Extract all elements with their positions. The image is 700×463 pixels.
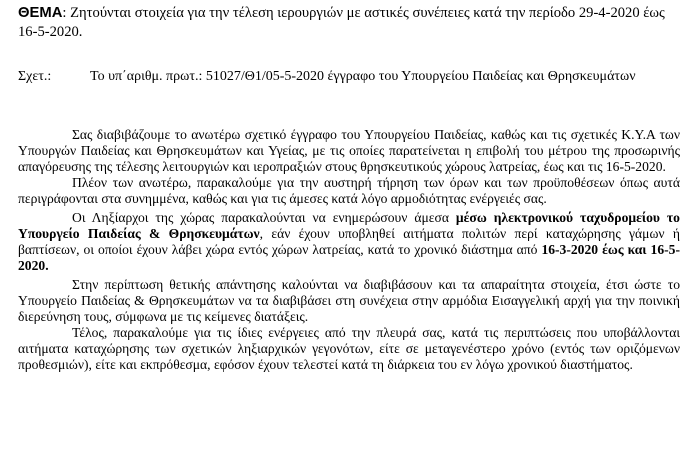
paragraph-4: Στην περίπτωση θετικής απάντησης καλούνται να διαβιβάσουν και τα απαραίτητα στοιχεία, έτσι ώστε το Υπουργείο Παιδείας & Θρησκευμάτων να τα διαβιβάσει στη συνέχεια στην αρμόδια Εισαγγελική αρχή για την ποινική διερεύνηση τους, σύμφωνα με τις κείμενες διατάξεις.	[18, 277, 680, 324]
paragraph-3-bold-email: μέσω ηλεκτρονικού ταχυδρομείου το Υπουργείο Παιδείας & Θρησκευμάτων	[18, 210, 680, 241]
paragraph-2: Πλέον των ανωτέρω, παρακαλούμε για την αυστηρή τήρηση των όρων και των προϋποθέσεων όπως αυτά περιγράφονται στα συνημμένα, καθώς και για τις άμεσες κατά λόγο αρμοδιότητας ενέργειές σας.	[18, 175, 680, 206]
paragraph-1: Σας διαβιβάζουμε το ανωτέρω σχετικό έγγραφο του Υπουργείου Παιδείας, καθώς και τις σχετικές Κ.Υ.Α των Υπουργών Παιδείας και Θρησκευμάτων και Υγείας, με τις οποίες παρατείνεται η επιβολή του μέτρου της προσωρινής απαγόρευσης της τέλεσης λειτουργιών και ιεροπραξιών στους θρησκευτικούς χώρους λατρείας, έως και τις 16-5-2020.	[18, 127, 680, 174]
subject-text: : Ζητούνται στοιχεία για την τέλεση ιερουργιών με αστικές συνέπειες κατά την περίοδο 29-4-2020 έως 16-5-2020.	[18, 5, 665, 40]
paragraph-5: Τέλος, παρακαλούμε για τις ίδιες ενέργειες από την πλευρά σας, κατά τις περιπτώσεις που υποβάλλονται αιτήματα καταχώρησης των σχετικών ληξιαρχικών γεγονότων, είτε σε μεταγενέστερο χρόνο (εντός των οριζόμενων προθεσμιών), είτε και εκπρόθεσμα, εφόσον έχουν τελεστεί κατά τη διάρκεια του εν λόγω χρονικού διαστήματος.	[18, 325, 680, 372]
paragraph-3	[18, 210, 680, 274]
paragraph-3-bold-dates: 16-3-2020 έως και 16-5-2020.	[18, 242, 680, 273]
paragraph-3-text-a: Οι Ληξίαρχοι της χώρας παρακαλούνται να ενημερώσουν άμεσα	[72, 210, 456, 225]
reference-label: Σχετ.:	[18, 69, 52, 84]
reference-text: Το υπ΄αριθμ. πρωτ.: 51027/Θ1/05-5-2020 έγγραφο του Υπουργείου Παιδείας και Θρησκευμάτων	[90, 69, 636, 84]
reference-line	[18, 67, 680, 86]
subject-label: ΘΕΜΑ	[18, 5, 63, 21]
letter-body	[18, 127, 680, 373]
paragraph-3-text-b: , εάν έχουν υποβληθεί αιτήματα πολιτών περί καταχώρησης γάμων ή βαπτίσεων, οι οποίοι έχουν λάβει χώρα εντός χώρων λατρείας, κατά το χρονικό διάστημα από	[18, 226, 681, 257]
subject-line	[18, 4, 680, 42]
